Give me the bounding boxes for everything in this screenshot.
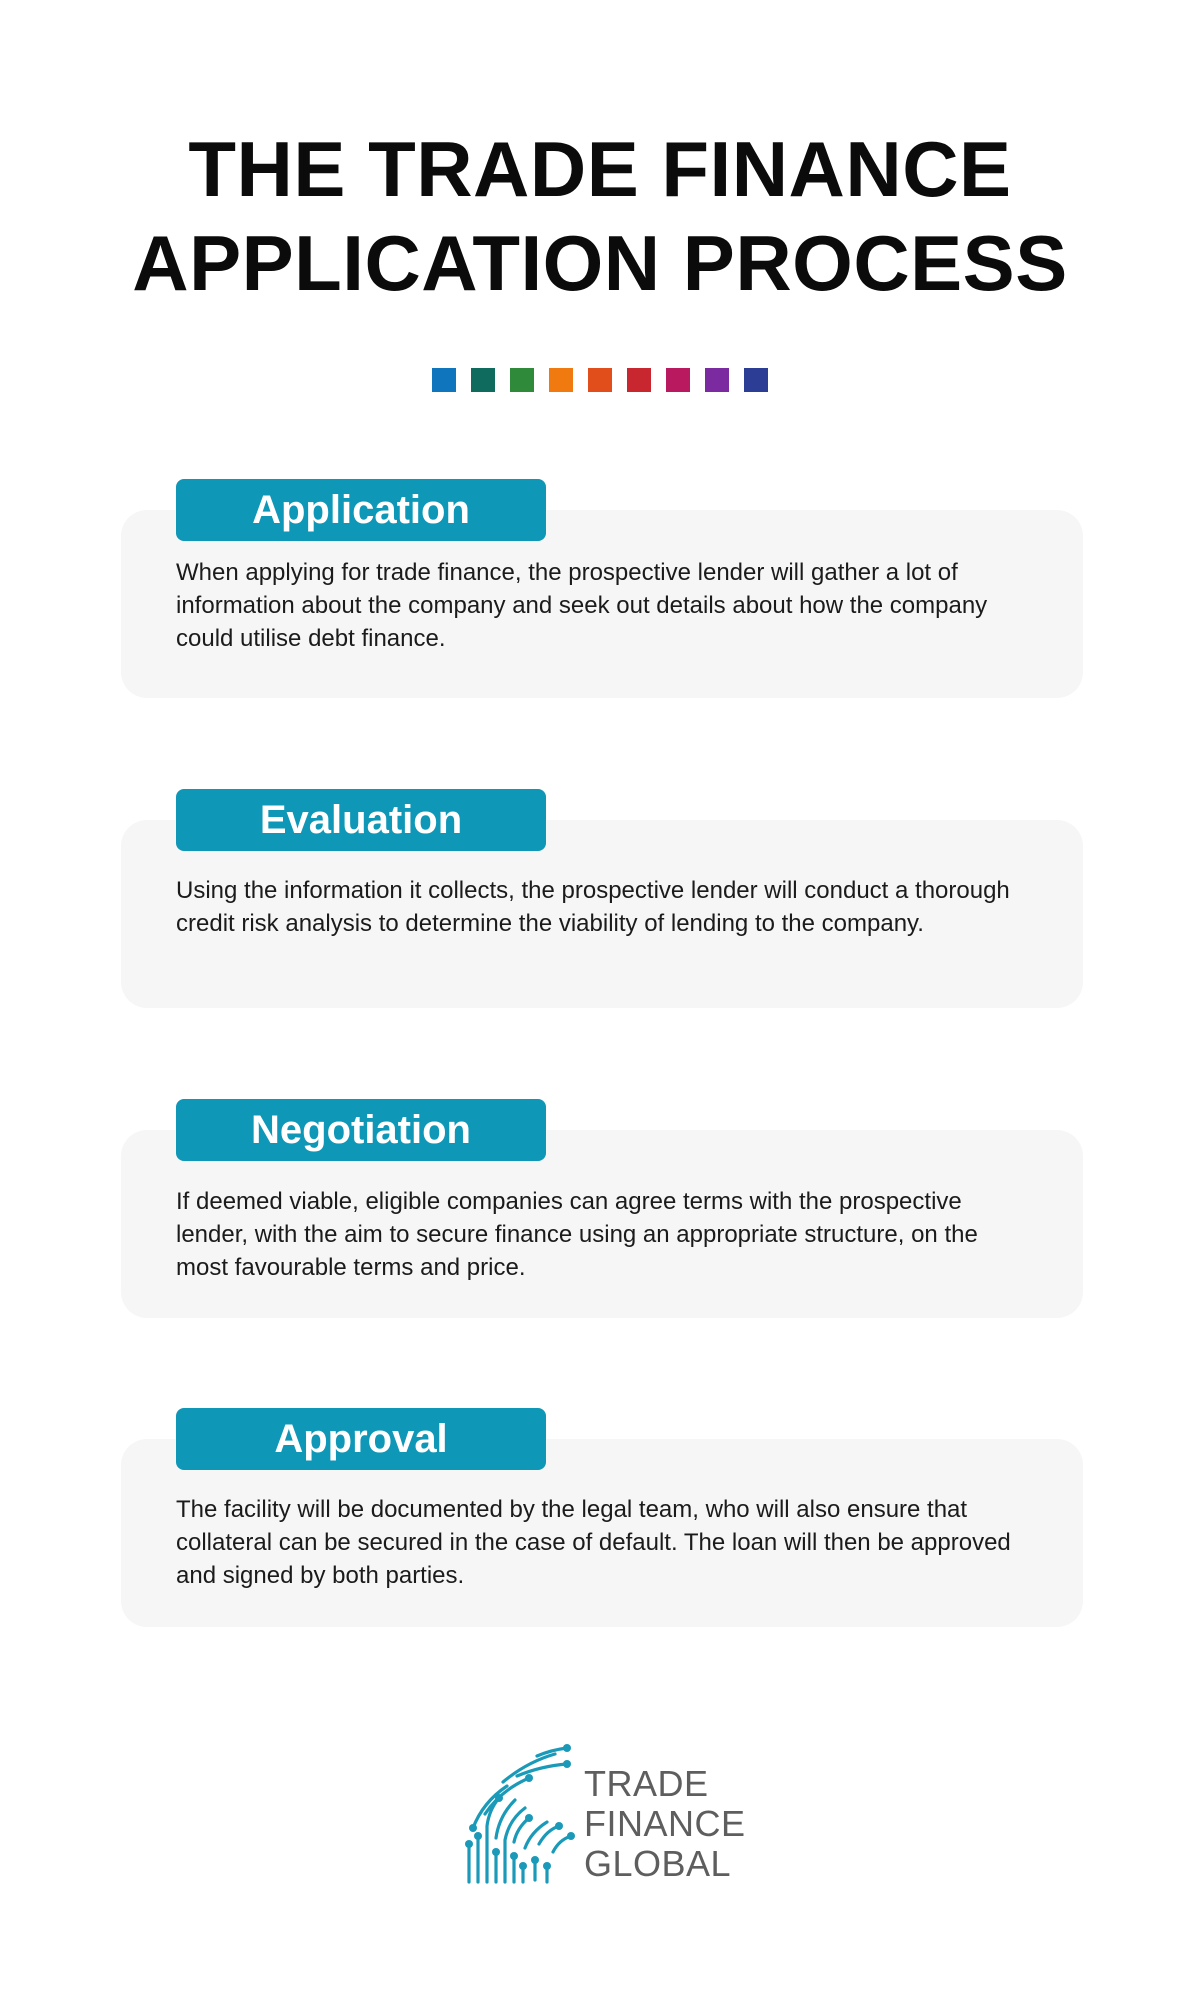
step-text-evaluation: Using the information it collects, the prospective lender will conduct a thorough credit risk analysis to determine the viability of lending to the company. <box>176 877 1010 937</box>
color-swatch <box>705 368 729 392</box>
title-line-2: APPLICATION PROCESS <box>132 219 1068 307</box>
logo-word-global: GLOBAL <box>584 1843 732 1884</box>
step-heading-approval: Approval <box>176 1408 546 1470</box>
logo-word-trade: TRADE <box>584 1763 709 1804</box>
color-swatch <box>666 368 690 392</box>
page-title <box>0 122 1200 310</box>
color-swatch <box>510 368 534 392</box>
step-heading-application: Application <box>176 479 546 541</box>
step-heading-negotiation: Negotiation <box>176 1099 546 1161</box>
step-text-application: When applying for trade finance, the prospective lender will gather a lot of information about the company and seek out details about how the company could utilise debt finance. <box>176 559 988 652</box>
color-swatch <box>744 368 768 392</box>
color-swatch <box>549 368 573 392</box>
title-line-1: THE TRADE FINANCE <box>188 125 1012 213</box>
color-swatch <box>627 368 651 392</box>
color-swatch <box>471 368 495 392</box>
logo-wordmark <box>584 1764 746 1884</box>
step-heading-evaluation: Evaluation <box>176 789 546 851</box>
step-text-approval: The facility will be documented by the legal team, who will also ensure that collateral can be secured in the case of default. The loan will then be approved and signed by both parties. <box>176 1496 1011 1589</box>
color-swatch <box>432 368 456 392</box>
color-swatch <box>588 368 612 392</box>
color-swatch-row <box>0 368 1200 392</box>
step-text-negotiation: If deemed viable, eligible companies can agree terms with the prospective lender, with the aim to secure finance using an appropriate structure, on the most favourable terms and price. <box>176 1188 978 1281</box>
logo-word-finance: FINANCE <box>584 1803 746 1844</box>
